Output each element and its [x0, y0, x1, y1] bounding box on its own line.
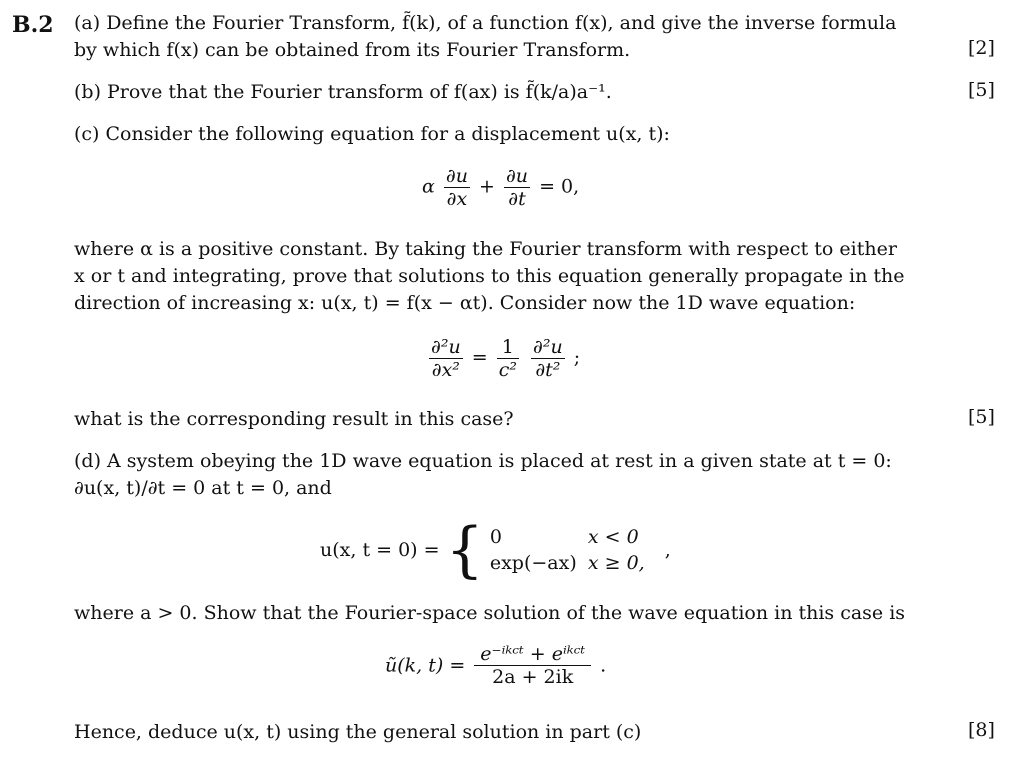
- eq3-case-2: [490, 550, 645, 576]
- eq2-equals: =: [471, 346, 488, 369]
- eq4-den: 2a + 2ik: [492, 666, 574, 688]
- eq2-fraction-c: [497, 336, 519, 381]
- equation-initial-condition: [320, 515, 671, 585]
- equation-fourier-solution: [385, 643, 606, 688]
- eq3-case1-value: 0: [489, 526, 502, 548]
- eq1-den1: ∂x: [446, 188, 468, 210]
- eq4-num: e⁻ⁱᵏᶜᵗ + eⁱᵏᶜᵗ: [474, 643, 591, 666]
- part-c-marks: [5]: [968, 406, 995, 428]
- eq4-fraction: [474, 643, 591, 688]
- eq2-num2: 1: [497, 336, 519, 359]
- eq2-num1: ∂²u: [431, 336, 461, 358]
- part-b-marks: [5]: [968, 79, 995, 101]
- eq3-cases: [490, 524, 645, 576]
- part-d-line-2: ∂u(x, t)/∂t = 0 at t = 0, and: [74, 477, 332, 499]
- eq3-brace: {: [445, 515, 484, 585]
- eq1-num2: ∂u: [505, 165, 529, 187]
- part-d-marks: [8]: [968, 719, 995, 741]
- eq2-den1: ∂x²: [431, 359, 460, 381]
- part-c-body-line-3: direction of increasing x: u(x, t) = f(x − αt). Consider now the 1D wave equation:: [74, 292, 856, 314]
- eq2-num3: ∂²u: [533, 336, 563, 358]
- part-c-body-line-2: x or t and integrating, prove that solutions to this equation generally propagate in the: [74, 265, 905, 287]
- equation-wave: [426, 336, 580, 381]
- question-number: B.2: [12, 12, 54, 38]
- eq3-end: ,: [664, 539, 671, 561]
- eq3-case2-cond: x ≥ 0,: [587, 552, 645, 574]
- eq1-alpha: α: [422, 175, 435, 198]
- eq1-fraction-x: [444, 165, 470, 210]
- eq2-end: ;: [573, 346, 581, 369]
- part-a-line-2: by which f(x) can be obtained from its Fourier Transform.: [74, 39, 631, 61]
- part-a-line-1: (a) Define the Fourier Transform, f̃(k), of a function f(x), and give the inverse formula: [74, 12, 897, 34]
- eq3-case-1: [490, 524, 645, 550]
- eq2-den2: c²: [498, 359, 517, 381]
- eq2-den3: ∂t²: [535, 359, 561, 381]
- eq1-rhs: = 0,: [539, 175, 580, 198]
- part-c-intro: (c) Consider the following equation for a displacement u(x, t):: [74, 123, 670, 145]
- eq2-fraction-x: [429, 336, 463, 381]
- eq4-lhs: ũ(k, t) =: [385, 654, 466, 677]
- part-d-line-1: (d) A system obeying the 1D wave equation is placed at rest in a given state at t = 0:: [74, 450, 892, 472]
- part-d-final: Hence, deduce u(x, t) using the general solution in part (c): [74, 721, 642, 743]
- part-c-body-line-1: where α is a positive constant. By taking the Fourier transform with respect to either: [74, 238, 897, 260]
- eq1-fraction-t: [504, 165, 530, 210]
- equation-advection: [422, 165, 579, 210]
- eq4-end: .: [600, 654, 607, 677]
- eq1-num1: ∂u: [445, 165, 468, 187]
- eq3-case2-value: exp(−ax): [489, 552, 577, 574]
- part-a-marks: [2]: [968, 37, 995, 59]
- eq3-lhs: u(x, t = 0) =: [320, 539, 440, 561]
- part-d-body: where a > 0. Show that the Fourier-space solution of the wave equation in this case is: [74, 602, 906, 624]
- eq3-case1-cond: x < 0: [587, 526, 639, 548]
- part-b-text: (b) Prove that the Fourier transform of f(ax) is f̃(k/a)a⁻¹.: [74, 81, 612, 103]
- eq1-plus: +: [479, 175, 495, 198]
- eq2-fraction-t: [531, 336, 565, 381]
- eq1-den2: ∂t: [508, 188, 526, 210]
- part-c-question: what is the corresponding result in this case?: [74, 408, 514, 430]
